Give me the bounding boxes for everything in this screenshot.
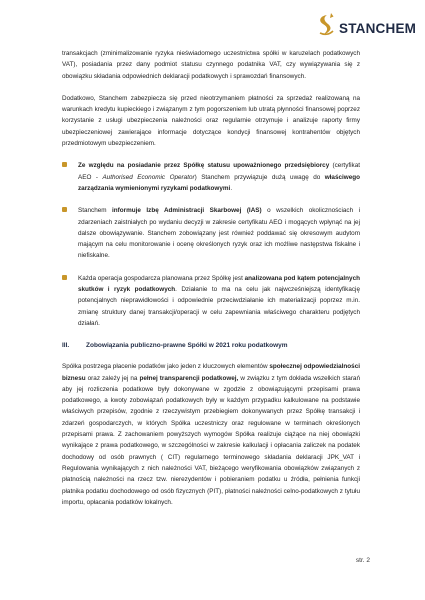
section-title: Zobowiązania publiczno-prawne Spółki w 2021 roku podatkowym — [86, 342, 288, 350]
page-number: str. 2 — [355, 557, 370, 564]
bullet-aeo-status: Ze względu na posiadanie przez Spółkę statusu upoważnionego przedsiębiorcy (certyfikat AEO - Authorised Economic Operator) Stanchem przywiązuje dużą uwagę do właściwego zarządzania wymienionymi ryzykami podatkowymi. — [62, 160, 360, 194]
bullet-marker-icon — [62, 162, 67, 167]
bullet-marker-icon — [62, 275, 67, 280]
paragraph-verification: transakcjach (zminimalizowanie ryzyka nieświadomego uczestnictwa spółki w karuzelach podatkowych VAT), posiadania przez dany podmiot statusu czynnego podatnika VAT, czy wywiązywania się z obowiązku składania odpowiednich deklaracji podatkowych i sprawozdań finansowych. — [62, 50, 360, 80]
bullet-marker-icon — [62, 207, 67, 212]
section-heading — [62, 340, 360, 351]
bullet-ias-informing: Stanchem informuje Izbę Administracji Skarbowej (IAS) o wszelkich okolicznościach i zdarzeniach zaistniałych po wydaniu decyzji w zakresie certyfikatu AEO i mogących wpłynąć na jej dalsze obowiązywanie. Stanchem zobowiązany jest również poddawać się okresowym audytom mającym na celu monitorowanie i ocenę określonych ryzyk oraz ich możliwe następstwa fiskalne i niefiskalne. — [62, 205, 360, 261]
bullet-operation-analysis: Każda operacja gospodarcza planowana przez Spółkę jest analizowana pod kątem potencjalnych skutków i ryzyk podatkowych. Działanie to ma na celu jak najwcześniejszą identyfikację potencjalnych nieprawidłowości i odpowiednie przeciwdziałanie ich materializacji poprzez m.in. zmianę struktury danej transakcji/operacji w celu zapewniania właściwego charakteru podjętych działań. — [62, 273, 360, 329]
paragraph-tax-obligations: Spółka postrzega płacenie podatków jako jeden z kluczowych elementów społecznej odpowiedzialności biznesu oraz zależy jej na pełnej transparencji podatkowej, w związku z tym dokłada wszelkich starań aby jej rozliczenia podatkowe były dokonywane w zgodzie z obowiązującymi przepisami prawa podatkowego, a kwoty zobowiązań podatkowych były w każdym przypadku kalkulowane na podstawie właściwych przepisów, zgodnie z rzeczywistym przebiegiem dokonywanych przez Spółkę transakcji i zdarzeń gospodarczych, w których Spółka uczestniczy oraz regulowane w terminach określonych przepisami prawa. Z zachowaniem powyższych wymogów Spółka realizuje ciążące na niej obowiązki wynikające z prawa podatkowego, w szczególności w zakresie kalkulacji i opłacania zaliczek na podatek dochodowy od osób prawnych ( CIT) regularnego terminowego składania deklaracji JPK_VAT i Regulowania wynikających z nich należności VAT, bieżącego weryfikowania obowiązków związanych z płatnością należności na rzecz tzw. nierezydentów i pobieraniem podatku u źródła, pełnienia funkcji płatnika podatku dochodowego od osób fizycznych (PIT), płatności należności celno-podatkowych z tytułu importu, opłacania podatków lokalnych. — [62, 363, 361, 506]
document-body — [62, 48, 360, 508]
company-logo — [315, 7, 417, 43]
section-number: III. — [62, 342, 70, 350]
stanchem-logo-icon — [315, 9, 337, 39]
paragraph-insurance: Dodatkowo, Stanchem zabezpiecza się przed nieotrzymaniem płatności za sprzedaż realizowaną na warunkach kredytu kupieckiego i związanym z tym pogorszeniem lub utratą płynności finansowej poprzez korzystanie z usługi ubezpieczenia należności oraz regularnie otrzymuje i analizuje raporty firmy ubezpieczeniowej zawierające informacje dotyczące kondycji finansowej kontrahentów objętych przedmiotowym ubezpieczeniem. — [62, 94, 360, 148]
brand-name: STANCHEM — [339, 21, 417, 36]
